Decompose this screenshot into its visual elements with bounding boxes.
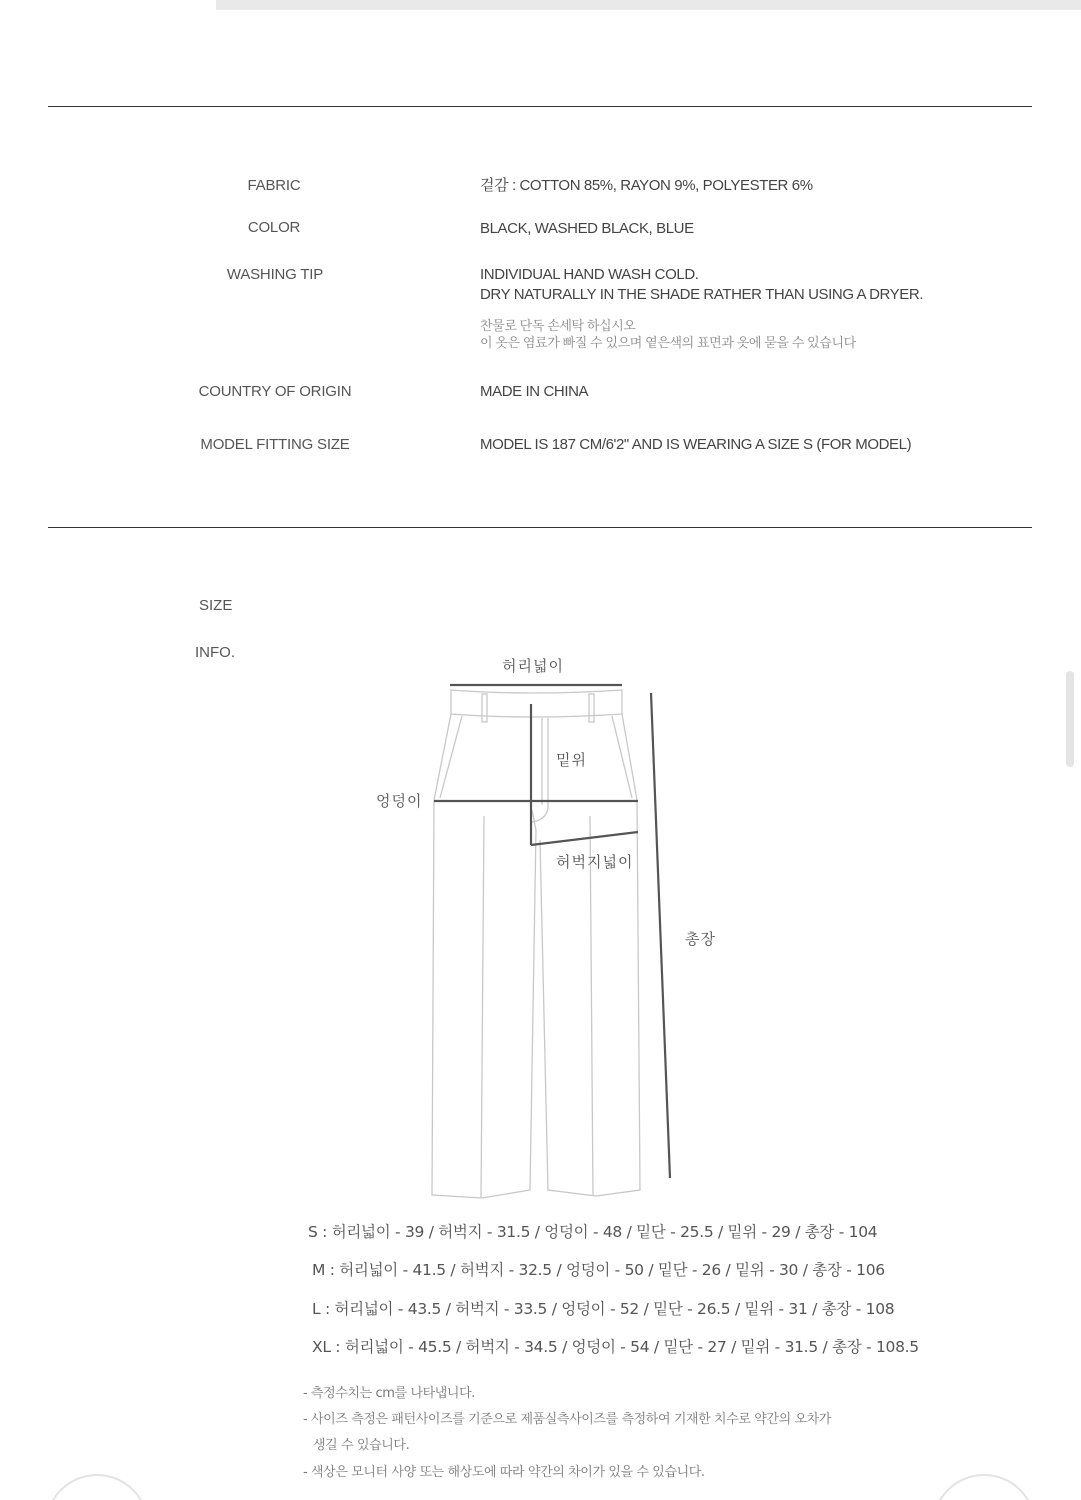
- scrollbar-thumb[interactable]: [1066, 671, 1074, 767]
- pants-measurement-diagram: [360, 650, 740, 1210]
- model-fitting-size-value: MODEL IS 187 CM/6'2" AND IS WEARING A SIZE S (FOR MODEL): [480, 436, 912, 453]
- diagram-label-length: 총장: [685, 930, 716, 948]
- fabric-value: 겉감 : COTTON 85%, RAYON 9%, POLYESTER 6%: [480, 177, 813, 194]
- size-row-l: L : 허리넓이 - 43.5 / 허벅지 - 33.5 / 엉덩이 - 52 / 밑단 - 26.5 / 밑위 - 31 / 총장 - 108: [312, 1300, 895, 1318]
- divider-top: [48, 106, 1032, 107]
- next-nav-button[interactable]: [932, 1474, 1036, 1500]
- note-color: - 색상은 모니터 사양 또는 해상도에 따라 약간의 차이가 있을 수 있습니다.: [303, 1465, 705, 1480]
- note-measurement: - 사이즈 측정은 패턴사이즈를 기준으로 제품실측사이즈를 측정하여 기재한 치수로 약간의 오차가: [303, 1412, 831, 1427]
- model-fitting-size-label: MODEL FITTING SIZE: [200, 436, 350, 453]
- divider-middle: [48, 527, 1032, 528]
- top-banner-strip: [216, 0, 1081, 10]
- country-of-origin-label: COUNTRY OF ORIGIN: [198, 383, 352, 400]
- washing-tip-line-1: INDIVIDUAL HAND WASH COLD.: [480, 266, 699, 283]
- note-unit: - 측정수치는 cm를 나타냅니다.: [303, 1386, 475, 1401]
- note-measurement-cont: 생길 수 있습니다.: [313, 1438, 410, 1453]
- size-row-s: S : 허리넓이 - 39 / 허벅지 - 31.5 / 엉덩이 - 48 / 밑단 - 25.5 / 밑위 - 29 / 총장 - 104: [308, 1223, 878, 1241]
- washing-tip-label: WASHING TIP: [226, 266, 324, 283]
- fabric-label: FABRIC: [247, 177, 301, 194]
- color-value: BLACK, WASHED BLACK, BLUE: [480, 220, 694, 237]
- prev-nav-button[interactable]: [45, 1474, 149, 1500]
- size-row-xl: XL : 허리넓이 - 45.5 / 허벅지 - 34.5 / 엉덩이 - 54 / 밑단 - 27 / 밑위 - 31.5 / 총장 - 108.5: [312, 1338, 919, 1356]
- size-info-title-2: INFO.: [195, 644, 235, 661]
- color-label: COLOR: [247, 219, 301, 236]
- diagram-label-waist: 허리넓이: [502, 657, 564, 675]
- washing-tip-kr-1: 찬물로 단독 손세탁 하십시오: [480, 318, 636, 333]
- diagram-label-rise: 밑위: [556, 751, 587, 769]
- diagram-label-thigh: 허벅지넓이: [556, 853, 634, 871]
- washing-tip-kr-2: 이 옷은 염료가 빠질 수 있으며 옅은색의 표면과 옷에 묻을 수 있습니다: [480, 335, 856, 350]
- size-info-title-1: SIZE: [199, 597, 233, 614]
- country-of-origin-value: MADE IN CHINA: [480, 383, 589, 400]
- diagram-label-hip: 엉덩이: [376, 792, 423, 810]
- washing-tip-line-2: DRY NATURALLY IN THE SHADE RATHER THAN USING A DRYER.: [480, 286, 924, 303]
- pants-outline-icon: [360, 650, 740, 1210]
- size-row-m: M : 허리넓이 - 41.5 / 허벅지 - 32.5 / 엉덩이 - 50 / 밑단 - 26 / 밑위 - 30 / 총장 - 106: [312, 1261, 885, 1279]
